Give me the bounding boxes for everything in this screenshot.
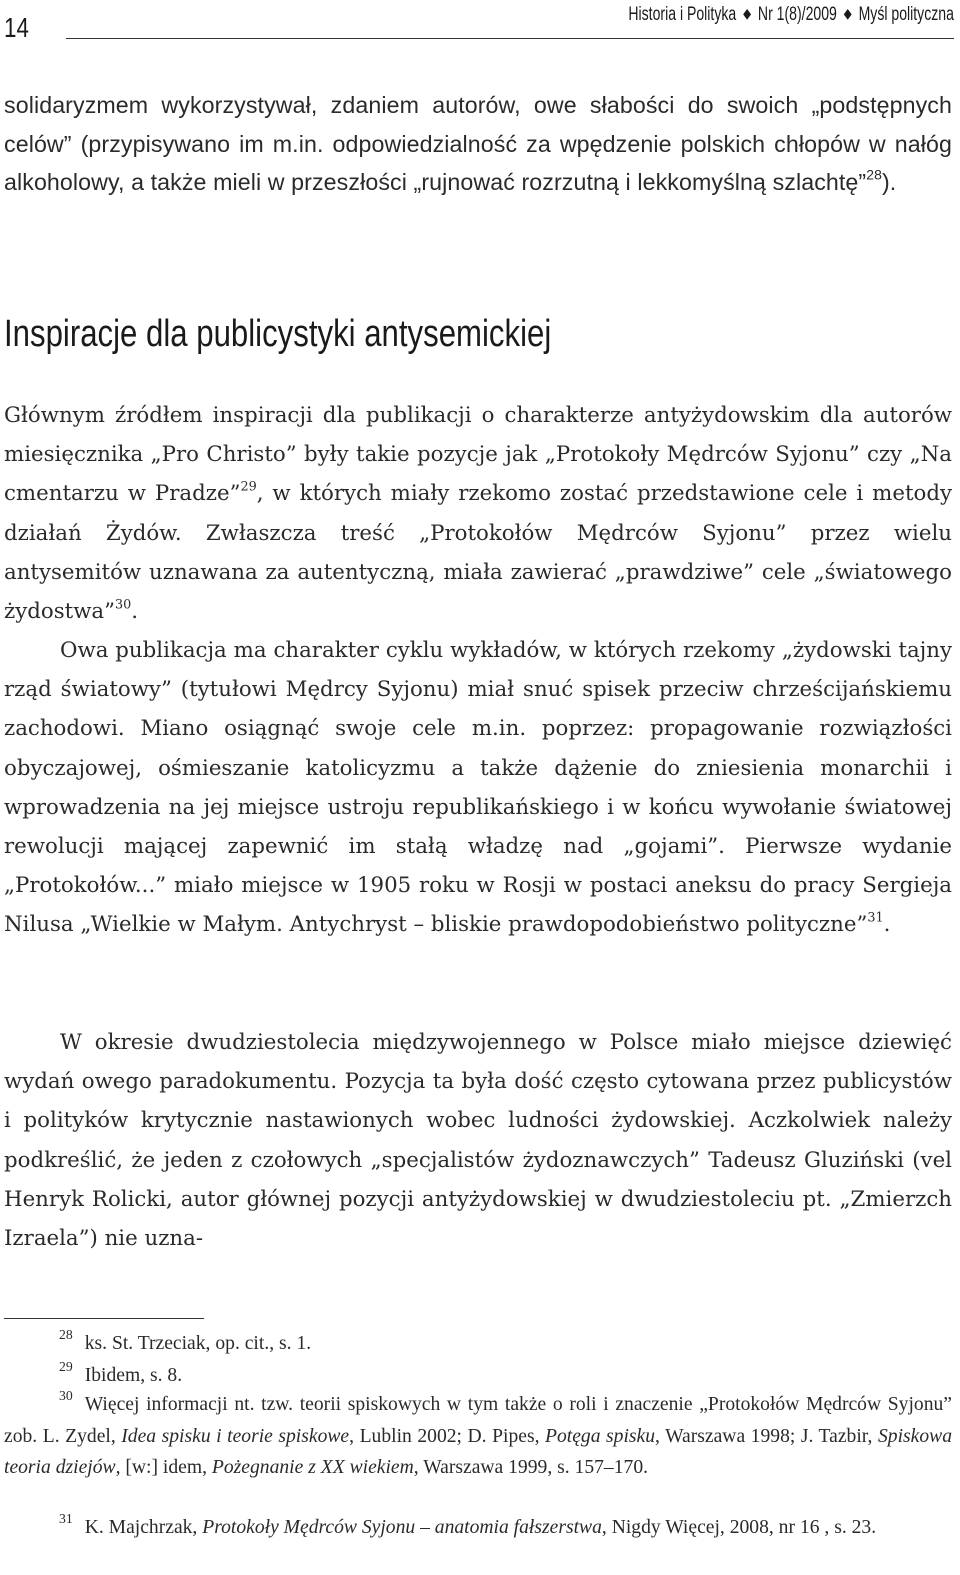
section-name: Myśl polityczna (858, 4, 954, 25)
page-number: 14 (4, 12, 29, 43)
body-paragraph-2 (4, 631, 952, 945)
footnote-text: , [w:] idem, (115, 1457, 212, 1478)
body-paragraph-1 (4, 396, 952, 631)
section-title: Inspiracje dla publicystyki antysemickiej (4, 313, 552, 355)
para1-text-a: Głównym źródłem inspiracji dla publikacji o charakterze antyżydowskim dla autorów miesięcznika „Pro Christo” były takie pozycje jak „Protokoły Mędrców Syjonu” czy „Na cmentarzu w Pradze” (4, 403, 952, 507)
footnote-text: , Nigdy Więcej, 2008, nr 16 , s. 23. (601, 1517, 877, 1538)
diamond-separator-icon: ◆ (743, 5, 752, 21)
citation-title: Potęga spisku (545, 1425, 656, 1447)
para2-text-b: . (883, 912, 891, 938)
footnote-text: , Warszawa 1999, s. 157–170. (413, 1457, 649, 1478)
para1-text-c: . (131, 599, 139, 625)
footnote-text: ks. St. Trzeciak, op. cit., s. 1. (84, 1333, 312, 1354)
footnote-29 (4, 1360, 952, 1392)
page-header (4, 0, 954, 62)
footnote-number: 29 (59, 1358, 73, 1374)
footnote-text: K. Majchrzak, (84, 1517, 203, 1538)
citation-title: Pożegnanie z XX wiekiem (211, 1457, 414, 1478)
footnote-ref: 31 (867, 910, 884, 926)
diamond-separator-icon: ◆ (843, 5, 852, 21)
issue-number: Nr 1(8)/2009 (758, 4, 837, 25)
intro-text: solidaryzmem wykorzystywał, zdaniem autorów, owe słabości do swoich „podstępnych celów” (przypisywano im m.in. odpowiedzialność za wpędzenie polskich chłopów w nałóg alkoholowy, a także mieli w przeszłości „rujnować rozrzutną i lekkomyślną szlachtę” (4, 92, 952, 195)
footnote-number: 28 (59, 1326, 73, 1342)
running-head (628, 4, 954, 26)
intro-paragraph (4, 86, 952, 202)
citation-title: Protokoły Mędrców Syjonu – anatomia fałszerstwa (202, 1517, 602, 1538)
footnote-28 (4, 1328, 952, 1360)
footnote-text: , Lublin 2002; D. Pipes, (349, 1425, 546, 1447)
footnote-31 (4, 1512, 952, 1544)
footnote-number: 30 (59, 1387, 73, 1403)
footnote-text: Więcej informacji nt. tzw. teorii spiskowych w tym także o roli i znaczenie „Protokołów Mędrców Syjonu” zob. L. Zydel, (4, 1394, 952, 1447)
footnote-rule (4, 1318, 204, 1319)
footnote-text: , Warszawa 1998; J. Tazbir, (655, 1425, 878, 1447)
citation-title: Idea spisku i teorie spiskowe (121, 1425, 350, 1447)
citation-title: Spiskowa teoria dziejów (4, 1425, 952, 1478)
footnote-30 (4, 1389, 952, 1484)
journal-name: Historia i Polityka (628, 4, 737, 25)
body-paragraph-3: W okresie dwudziestolecia międzywojennego w Polsce miało miejsce dziewięć wydań owego paradokumentu. Pozycja ta była dość często cytowana przez publicystów i polityków krytycznie nastawionych wobec ludności żydowskiej. Aczkolwiek należy podkreślić, że jeden z czołowych „specjalistów żydoznawczych” Tadeusz Gluziński (vel Henryk Rolicki, autor głównej pozycji antyżydowskiej w dwudziestoleciu pt. „Zmierzch Izraela”) nie uzna- (4, 1030, 952, 1252)
para1-text-b: , w których miały rzekomo zostać przedstawione cele i metody działań Żydów. Zwłaszcza treść „Protokołów Mędrców Syjonu” przez wielu antysemitów uznawana za autentyczną, miała zawierać „prawdziwe” cele „światowego żydostwa” (4, 481, 953, 625)
header-rule (66, 38, 954, 39)
para2-text-a: Owa publikacja ma charakter cyklu wykładów, w których rzekomy „żydowski tajny rząd światowy” (tytułowi Mędrcy Syjonu) miał snuć spisek przeciw chrześcijańskiemu zachodowi. Miano osiągnąć swoje cele m.in. poprzez: propagowanie rozwiązłości obyczajowej, ośmieszanie katolicyzmu a także dążenie do zniesienia monarchii i wprowadzenia na jej miejsce ustroju republikańskiego i w końcu wywołanie światowej rewolucji mającej zapewnić im stałą władzę nad „gojami”. Pierwsze wydanie „Protokołów...” miało miejsce w 1905 roku w Rosji w postaci aneksu do pracy Sergieja Nilusa „Wielkie w Małym. Antychryst – bliskie prawdopodobieństwo polityczne” (4, 638, 952, 938)
footnote-ref: 28 (866, 166, 882, 183)
footnote-text: Ibidem, s. 8. (84, 1365, 183, 1386)
footnote-number: 31 (59, 1510, 73, 1526)
footnote-ref: 29 (240, 479, 257, 495)
footnote-ref: 30 (115, 597, 132, 613)
intro-end: ). (881, 169, 897, 195)
